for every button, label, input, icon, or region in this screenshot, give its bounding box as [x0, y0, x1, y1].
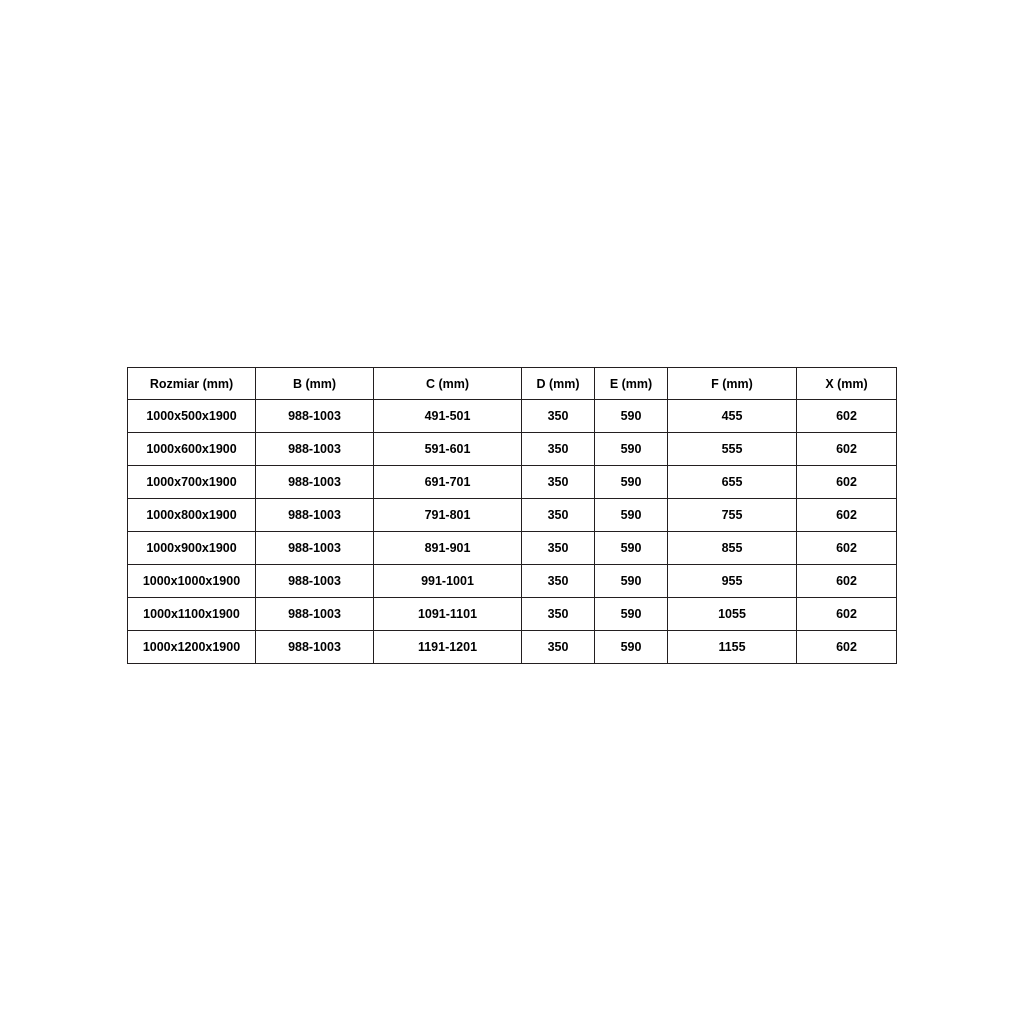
cell-f: 855 [668, 532, 797, 565]
table-row [128, 631, 897, 664]
cell-x: 602 [797, 466, 897, 499]
specification-table [127, 367, 897, 664]
cell-e: 590 [595, 466, 668, 499]
cell-b: 988-1003 [256, 598, 374, 631]
cell-x: 602 [797, 598, 897, 631]
cell-size: 1000x1200x1900 [128, 631, 256, 664]
table-row [128, 598, 897, 631]
table-row [128, 532, 897, 565]
column-header-x: X (mm) [797, 368, 897, 400]
cell-size: 1000x1000x1900 [128, 565, 256, 598]
cell-x: 602 [797, 400, 897, 433]
table-row [128, 565, 897, 598]
cell-f: 455 [668, 400, 797, 433]
table-row [128, 466, 897, 499]
cell-d: 350 [522, 433, 595, 466]
cell-c: 991-1001 [374, 565, 522, 598]
cell-f: 955 [668, 565, 797, 598]
cell-e: 590 [595, 499, 668, 532]
cell-b: 988-1003 [256, 499, 374, 532]
cell-b: 988-1003 [256, 565, 374, 598]
cell-c: 491-501 [374, 400, 522, 433]
cell-b: 988-1003 [256, 433, 374, 466]
cell-c: 1191-1201 [374, 631, 522, 664]
cell-e: 590 [595, 400, 668, 433]
cell-size: 1000x600x1900 [128, 433, 256, 466]
cell-c: 691-701 [374, 466, 522, 499]
cell-x: 602 [797, 499, 897, 532]
cell-e: 590 [595, 598, 668, 631]
cell-e: 590 [595, 631, 668, 664]
cell-b: 988-1003 [256, 532, 374, 565]
column-header-e: E (mm) [595, 368, 668, 400]
cell-d: 350 [522, 598, 595, 631]
table-body [128, 400, 897, 664]
column-header-b: B (mm) [256, 368, 374, 400]
cell-f: 655 [668, 466, 797, 499]
table-header [128, 368, 897, 400]
cell-d: 350 [522, 499, 595, 532]
cell-d: 350 [522, 532, 595, 565]
table-header-row [128, 368, 897, 400]
cell-b: 988-1003 [256, 466, 374, 499]
cell-e: 590 [595, 433, 668, 466]
table-row [128, 499, 897, 532]
cell-x: 602 [797, 433, 897, 466]
cell-e: 590 [595, 565, 668, 598]
cell-c: 791-801 [374, 499, 522, 532]
table-row [128, 433, 897, 466]
cell-size: 1000x900x1900 [128, 532, 256, 565]
cell-b: 988-1003 [256, 400, 374, 433]
cell-c: 891-901 [374, 532, 522, 565]
cell-size: 1000x800x1900 [128, 499, 256, 532]
cell-c: 591-601 [374, 433, 522, 466]
cell-x: 602 [797, 631, 897, 664]
column-header-d: D (mm) [522, 368, 595, 400]
cell-x: 602 [797, 565, 897, 598]
cell-d: 350 [522, 466, 595, 499]
cell-size: 1000x1100x1900 [128, 598, 256, 631]
cell-f: 1155 [668, 631, 797, 664]
cell-c: 1091-1101 [374, 598, 522, 631]
column-header-size: Rozmiar (mm) [128, 368, 256, 400]
cell-b: 988-1003 [256, 631, 374, 664]
cell-e: 590 [595, 532, 668, 565]
cell-d: 350 [522, 631, 595, 664]
column-header-c: C (mm) [374, 368, 522, 400]
cell-size: 1000x500x1900 [128, 400, 256, 433]
specification-table-container [127, 367, 896, 664]
cell-d: 350 [522, 565, 595, 598]
cell-x: 602 [797, 532, 897, 565]
cell-f: 555 [668, 433, 797, 466]
column-header-f: F (mm) [668, 368, 797, 400]
cell-f: 755 [668, 499, 797, 532]
cell-f: 1055 [668, 598, 797, 631]
cell-d: 350 [522, 400, 595, 433]
cell-size: 1000x700x1900 [128, 466, 256, 499]
table-row [128, 400, 897, 433]
